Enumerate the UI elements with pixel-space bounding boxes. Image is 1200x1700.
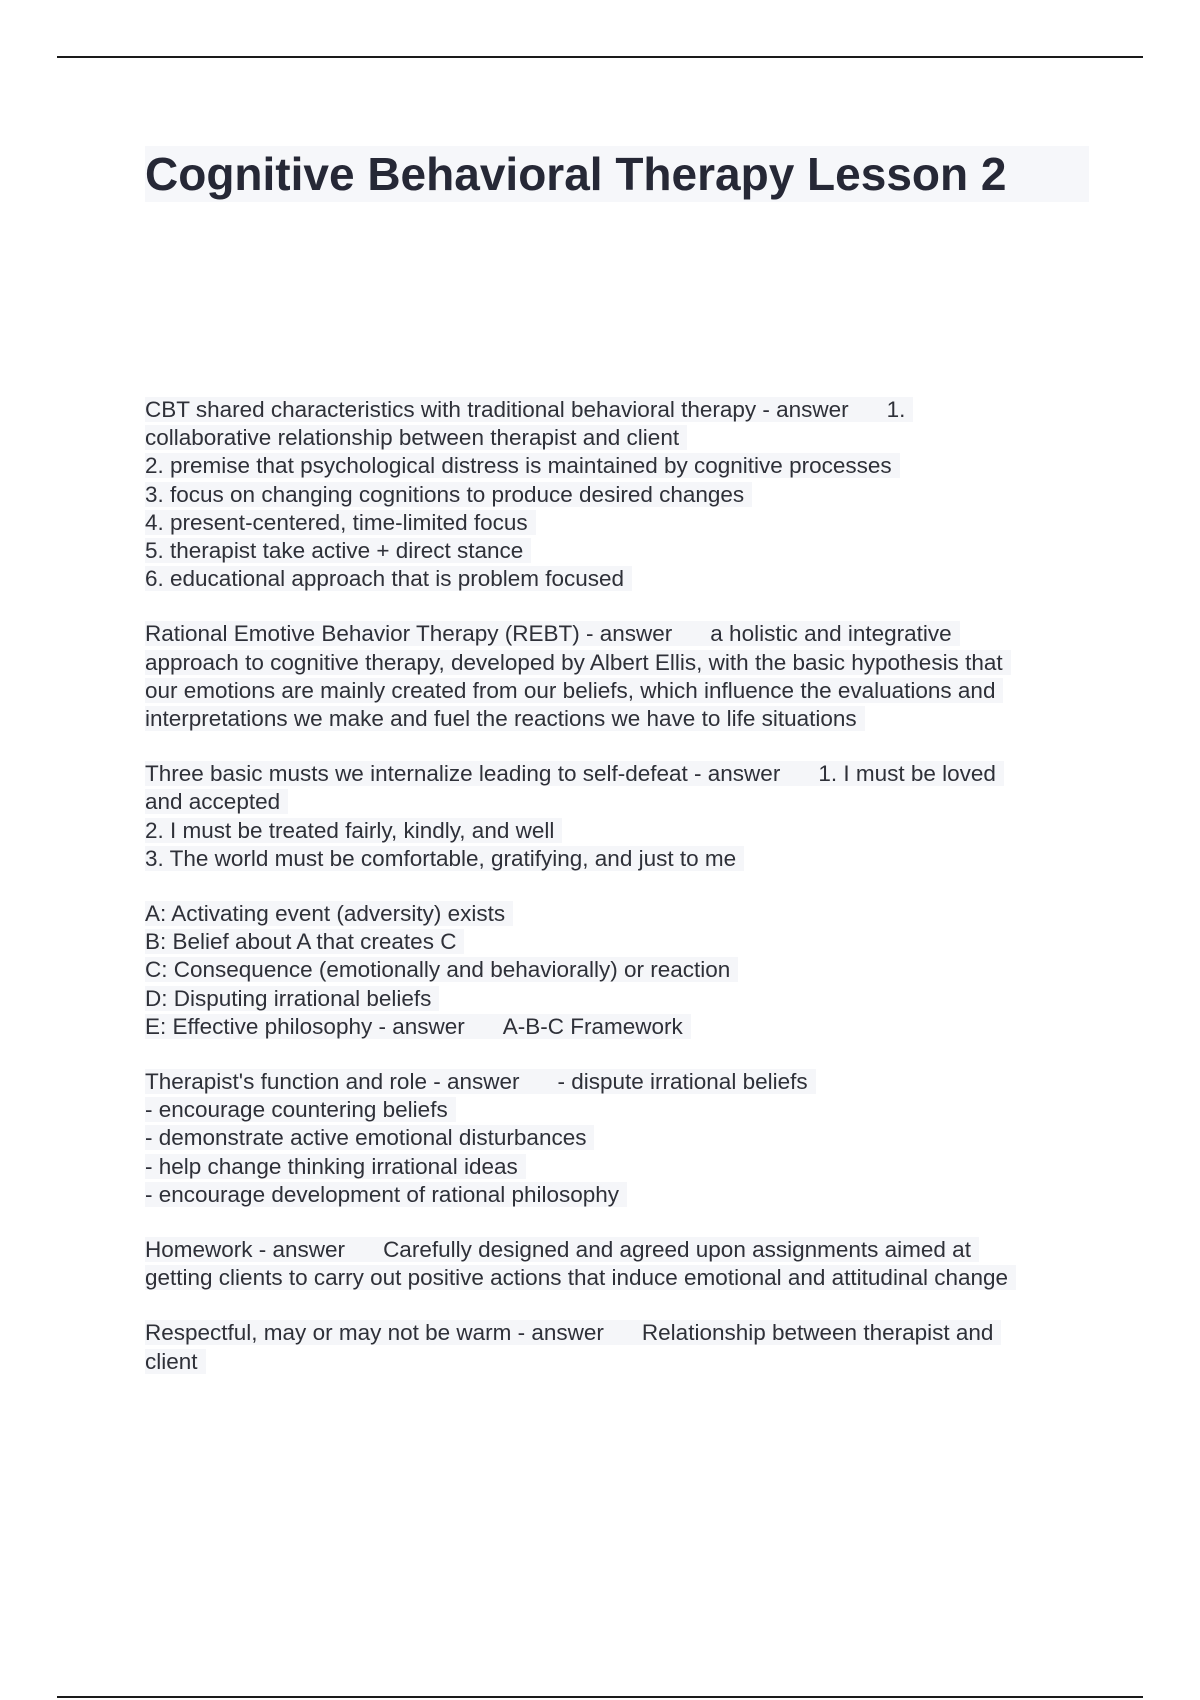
card-answer-start: Carefully designed and agreed upon assignments aimed at bbox=[383, 1237, 971, 1263]
card-answer-line: 2. I must be treated fairly, kindly, and well bbox=[145, 818, 562, 843]
card-answer-line: 2. premise that psychological distress is maintained by cognitive processes bbox=[145, 453, 900, 478]
card-answer-start: - dispute irrational beliefs bbox=[557, 1069, 808, 1095]
flashcard bbox=[145, 1236, 1090, 1292]
card-first-line bbox=[145, 1319, 1090, 1347]
card-answer-line: - demonstrate active emotional disturbances bbox=[145, 1125, 594, 1150]
card-answer-line: our emotions are mainly created from our beliefs, which influence the evaluations and bbox=[145, 678, 1003, 703]
card-first-line bbox=[145, 620, 1090, 648]
card-answer-line: 3. The world must be comfortable, gratifying, and just to me bbox=[145, 846, 744, 871]
flashcard bbox=[145, 1068, 1090, 1209]
card-answer-line: 5. therapist take active + direct stance bbox=[145, 538, 531, 563]
card-first-line bbox=[145, 396, 1090, 424]
bottom-rule bbox=[57, 1696, 1143, 1698]
card-answer-line: collaborative relationship between therapist and client bbox=[145, 425, 687, 450]
card-first-line bbox=[145, 1013, 1090, 1041]
card-answer-start: 1. bbox=[886, 397, 906, 422]
card-answer-line: - help change thinking irrational ideas bbox=[145, 1154, 526, 1179]
flashcard bbox=[145, 1319, 1090, 1375]
flashcard bbox=[145, 620, 1090, 733]
card-prompt: Three basic musts we internalize leading to self-defeat - answer bbox=[145, 761, 781, 787]
card-answer-line: - encourage development of rational philosophy bbox=[145, 1182, 627, 1207]
flashcard bbox=[145, 900, 1090, 1041]
title-banner bbox=[145, 146, 1089, 202]
card-answer-line: 6. educational approach that is problem focused bbox=[145, 566, 632, 591]
card-first-line bbox=[145, 1068, 1090, 1096]
card-first-line bbox=[145, 1236, 1090, 1264]
flashcard bbox=[145, 760, 1090, 873]
card-answer-start: 1. I must be loved bbox=[818, 761, 996, 787]
top-rule bbox=[57, 56, 1143, 58]
card-first-line bbox=[145, 760, 1090, 788]
card-answer-line: 3. focus on changing cognitions to produce desired changes bbox=[145, 482, 752, 507]
card-prompt-line: D: Disputing irrational beliefs bbox=[145, 986, 439, 1011]
card-prompt-line: A: Activating event (adversity) exists bbox=[145, 901, 513, 926]
card-answer-start: Relationship between therapist and bbox=[641, 1320, 994, 1346]
card-answer-line: and accepted bbox=[145, 789, 288, 814]
card-prompt: Rational Emotive Behavior Therapy (REBT) - answer bbox=[145, 621, 673, 647]
page-title: Cognitive Behavioral Therapy Lesson 2 bbox=[145, 148, 1007, 200]
card-prompt: Homework - answer bbox=[145, 1237, 346, 1263]
card-answer-start: a holistic and integrative bbox=[710, 621, 952, 647]
card-answer-line: client bbox=[145, 1349, 206, 1374]
card-prompt: Respectful, may or may not be warm - answer bbox=[145, 1320, 604, 1346]
card-answer-line: 4. present-centered, time-limited focus bbox=[145, 510, 536, 535]
card-answer-line: interpretations we make and fuel the reactions we have to life situations bbox=[145, 706, 865, 731]
card-answer-line: approach to cognitive therapy, developed by Albert Ellis, with the basic hypothesis that bbox=[145, 650, 1011, 675]
card-answer-start: A-B-C Framework bbox=[502, 1013, 683, 1039]
card-answer-line: getting clients to carry out positive actions that induce emotional and attitudinal change bbox=[145, 1265, 1016, 1290]
card-prompt: CBT shared characteristics with traditional behavioral therapy - answer bbox=[145, 397, 849, 422]
card-prompt-line: C: Consequence (emotionally and behaviorally) or reaction bbox=[145, 957, 738, 982]
flashcard-list bbox=[145, 396, 1090, 1403]
card-prompt: Therapist's function and role - answer bbox=[145, 1069, 520, 1095]
card-prompt: E: Effective philosophy - answer bbox=[145, 1013, 465, 1039]
card-answer-line: - encourage countering beliefs bbox=[145, 1097, 456, 1122]
card-prompt-line: B: Belief about A that creates C bbox=[145, 929, 464, 954]
flashcard bbox=[145, 396, 1090, 593]
